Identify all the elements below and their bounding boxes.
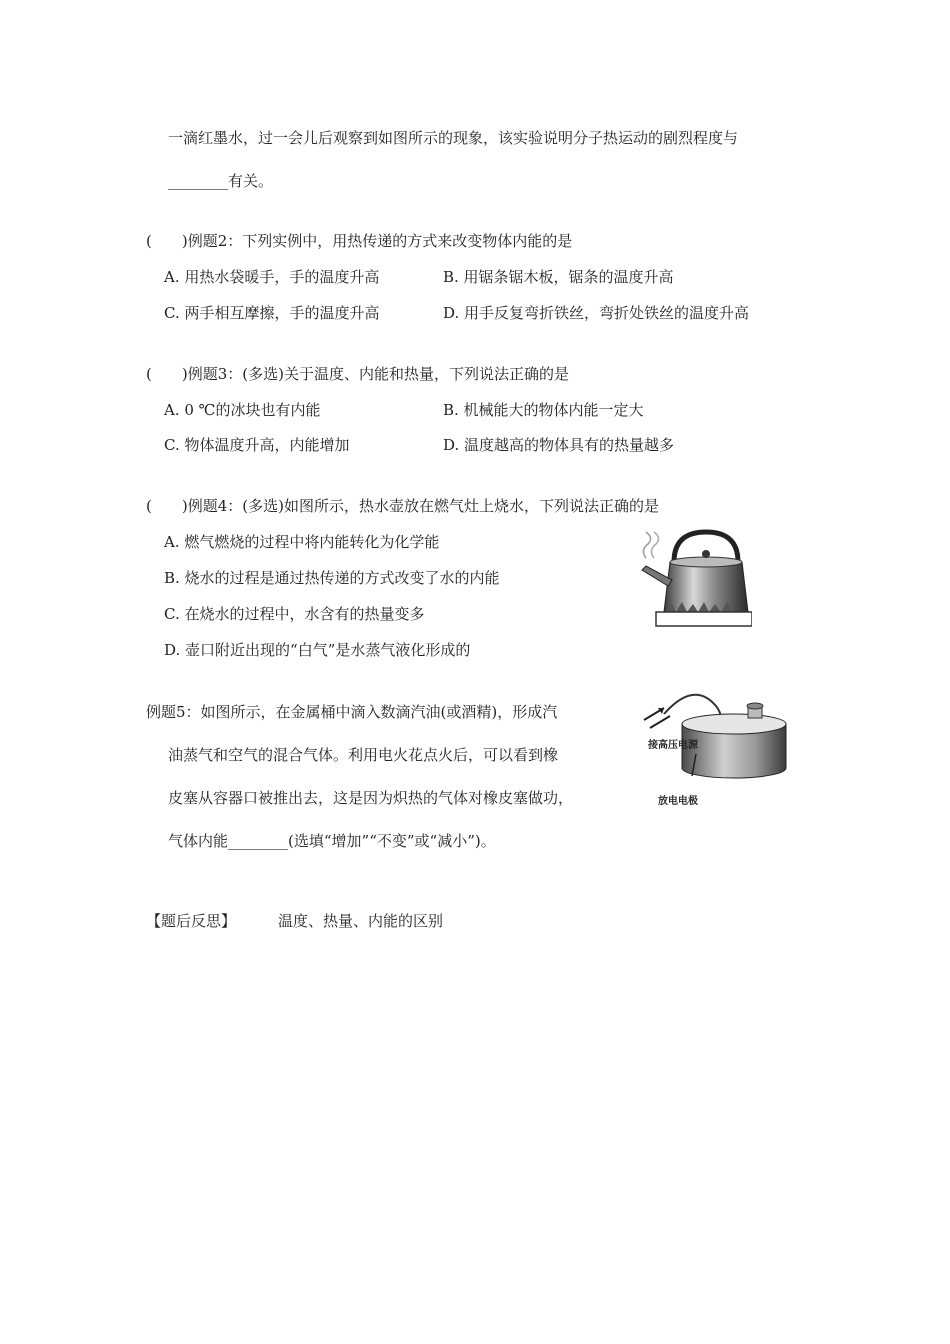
q5-line-1: 例题5：如图所示，在金属桶中滴入数滴汽油(或酒精)，形成汽: [146, 703, 558, 721]
q3-option-c: C. 物体温度升高，内能增加: [164, 436, 350, 454]
q3-stem: ( )例题3：(多选)关于温度、内能和热量，下列说法正确的是: [146, 365, 569, 383]
q3-option-b: B. 机械能大的物体内能一定大: [443, 401, 644, 419]
q4-option-b: B. 烧水的过程是通过热传递的方式改变了水的内能: [164, 569, 500, 587]
q2-stem: ( )例题2：下列实例中，用热传递的方式来改变物体内能的是: [146, 232, 573, 250]
q5-line-2: 油蒸气和空气的混合气体。利用电火花点火后，可以看到橡: [168, 746, 559, 764]
reflection-text: 温度、热量、内能的区别: [278, 912, 444, 930]
q2-option-d: D. 用手反复弯折铁丝，弯折处铁丝的温度升高: [443, 304, 750, 322]
q2-option-a: A. 用热水袋暖手，手的温度升高: [164, 268, 380, 286]
q4-option-a: A. 燃气燃烧的过程中将内能转化为化学能: [164, 533, 440, 551]
q5-line-3: 皮塞从容器口被推出去，这是因为炽热的气体对橡皮塞做功，: [168, 789, 574, 807]
q2-option-b: B. 用锯条锯木板，锯条的温度升高: [443, 268, 674, 286]
intro-line-2: ________有关。: [168, 172, 274, 190]
q4-option-d: D. 壶口附近出现的“白气”是水蒸气液化形成的: [164, 641, 471, 659]
intro-line-1: 一滴红墨水，过一会儿后观察到如图所示的现象，该实验说明分子热运动的剧烈程度与: [168, 129, 739, 147]
figure-label-high-voltage: 接高压电源: [648, 740, 698, 751]
figure-label-electrode: 放电电极: [658, 796, 698, 807]
reflection-heading: 【题后反思】: [146, 912, 237, 930]
q5-line-4: 气体内能________(选填“增加”“不变”或“减小”)。: [168, 832, 496, 850]
q3-option-d: D. 温度越高的物体具有的热量越多: [443, 436, 675, 454]
q2-option-c: C. 两手相互摩擦，手的温度升高: [164, 304, 380, 322]
q4-option-c: C. 在烧水的过程中，水含有的热量变多: [164, 605, 425, 623]
q3-option-a: A. 0 ℃的冰块也有内能: [164, 401, 321, 419]
q4-stem: ( )例题4：(多选)如图所示，热水壶放在燃气灶上烧水，下列说法正确的是: [146, 497, 659, 515]
kettle-figure: [632, 528, 752, 628]
